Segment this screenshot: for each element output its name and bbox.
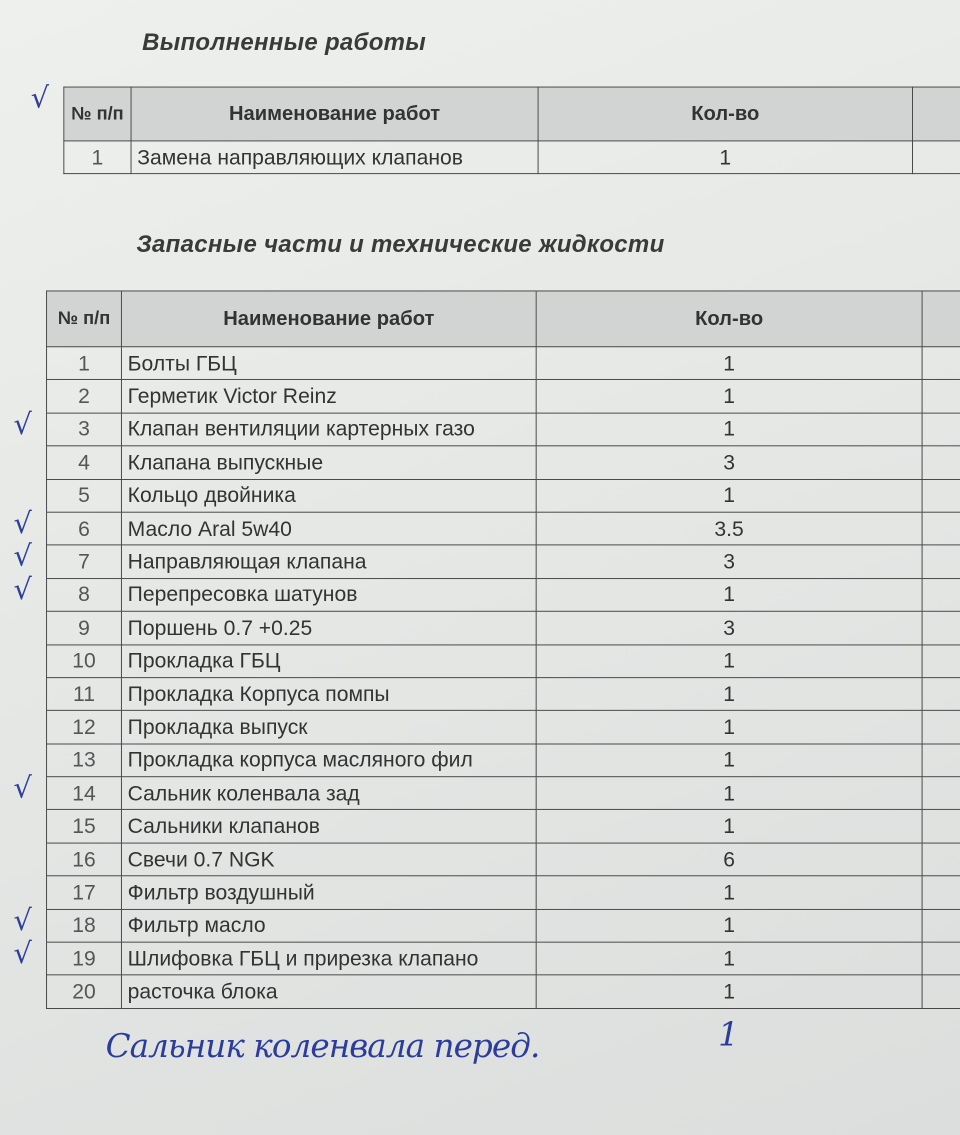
cell-name: Прокладка выпуск xyxy=(121,711,536,744)
cell-name: Замена направляющих клапанов xyxy=(131,141,538,174)
cell-name: Свечи 0.7 NGK xyxy=(121,843,536,876)
cell-name: Болты ГБЦ xyxy=(121,347,536,380)
header-name: Наименование работ xyxy=(131,87,538,141)
cell-qty: 1 xyxy=(536,380,922,413)
table-row xyxy=(47,479,960,512)
cell-name: Шлифовка ГБЦ и прирезка клапано xyxy=(121,942,536,975)
cell-qty: 3 xyxy=(536,611,922,644)
cell-qty: 6 xyxy=(536,843,922,876)
table-row xyxy=(47,611,960,644)
cell-extra xyxy=(922,876,960,909)
cell-name: Герметик Victor Reinz xyxy=(121,380,536,413)
cell-qty: 1 xyxy=(536,678,922,711)
cell-qty: 1 xyxy=(536,479,922,512)
cell-num: 3 xyxy=(47,413,122,446)
cell-extra xyxy=(922,975,960,1008)
section-title-works: Выполненные работы xyxy=(142,28,427,56)
cell-name: расточка блока xyxy=(121,975,536,1008)
cell-qty: 1 xyxy=(536,744,922,777)
cell-num: 13 xyxy=(47,744,122,777)
check-mark: √ xyxy=(13,771,32,806)
cell-num: 6 xyxy=(47,512,122,545)
table-row xyxy=(47,578,960,611)
check-mark: √ xyxy=(13,539,32,574)
table-row xyxy=(47,777,960,810)
cell-num: 1 xyxy=(47,347,122,380)
cell-num: 12 xyxy=(47,711,122,744)
check-mark: √ xyxy=(13,573,32,607)
cell-num: 2 xyxy=(47,380,122,413)
table-row xyxy=(47,975,960,1008)
table-row xyxy=(47,512,960,545)
cell-extra xyxy=(922,678,960,711)
cell-name: Кольцо двойника xyxy=(121,479,536,512)
cell-num: 14 xyxy=(47,777,122,810)
cell-name: Масло Aral 5w40 xyxy=(121,512,536,545)
check-mark: √ xyxy=(30,81,50,116)
header-num: № п/п xyxy=(47,291,122,347)
cell-num: 5 xyxy=(47,479,122,512)
cell-num: 19 xyxy=(47,942,122,975)
cell-num: 20 xyxy=(47,975,122,1008)
cell-name: Сальники клапанов xyxy=(121,810,536,843)
cell-num: 8 xyxy=(47,578,122,611)
cell-extra xyxy=(922,711,960,744)
cell-qty: 3 xyxy=(536,446,922,479)
header-qty: Кол-во xyxy=(538,87,912,141)
check-mark: √ xyxy=(13,407,32,442)
cell-extra xyxy=(922,446,960,479)
cell-qty: 1 xyxy=(536,909,922,942)
cell-qty: 1 xyxy=(536,711,922,744)
cell-name: Перепресовка шатунов xyxy=(121,578,536,611)
parts-table-header xyxy=(47,291,960,347)
check-mark: √ xyxy=(13,936,32,971)
cell-extra xyxy=(922,843,960,876)
table-row xyxy=(47,545,960,578)
cell-qty: 3.5 xyxy=(536,512,922,545)
header-qty: Кол-во xyxy=(536,291,922,347)
cell-extra xyxy=(922,611,960,644)
cell-name: Направляющая клапана xyxy=(121,545,536,578)
header-extra xyxy=(922,291,960,347)
cell-qty: 3 xyxy=(536,545,922,578)
cell-qty: 1 xyxy=(536,942,922,975)
cell-qty: 1 xyxy=(536,876,922,909)
handwritten-qty: 1 xyxy=(718,1015,738,1055)
cell-num: 4 xyxy=(47,446,122,479)
table-row xyxy=(47,744,960,777)
section-title-parts: Запасные части и технические жидкости xyxy=(136,230,665,258)
cell-qty: 1 xyxy=(536,578,922,611)
cell-qty: 1 xyxy=(536,810,922,843)
cell-extra xyxy=(922,380,960,413)
check-mark: √ xyxy=(13,904,32,938)
cell-extra xyxy=(922,512,960,545)
table-row xyxy=(47,644,960,677)
table-row xyxy=(47,678,960,711)
cell-name: Прокладка ГБЦ xyxy=(121,644,536,677)
cell-name: Фильтр воздушный xyxy=(121,876,536,909)
table-row xyxy=(47,843,960,876)
table-row xyxy=(47,810,960,843)
check-mark: √ xyxy=(13,506,32,541)
parts-table xyxy=(46,290,960,1008)
cell-name: Клапан вентиляции картерных газо xyxy=(121,413,536,446)
cell-name: Прокладка корпуса масляного фил xyxy=(121,744,536,777)
cell-qty: 1 xyxy=(538,141,912,174)
cell-qty: 1 xyxy=(536,644,922,677)
table-row xyxy=(64,141,960,174)
header-num: № п/п xyxy=(64,87,131,141)
cell-num: 18 xyxy=(47,909,122,942)
cell-extra xyxy=(922,777,960,810)
cell-name: Сальник коленвала зад xyxy=(121,777,536,810)
cell-extra xyxy=(912,141,960,174)
cell-qty: 1 xyxy=(536,777,922,810)
cell-qty: 1 xyxy=(536,413,922,446)
cell-num: 1 xyxy=(64,141,131,174)
cell-extra xyxy=(922,909,960,942)
works-table-header xyxy=(64,87,960,141)
cell-name: Прокладка Корпуса помпы xyxy=(121,678,536,711)
table-row xyxy=(47,413,960,446)
table-row xyxy=(47,942,960,975)
cell-extra xyxy=(922,545,960,578)
table-row xyxy=(47,876,960,909)
cell-extra xyxy=(922,942,960,975)
cell-num: 9 xyxy=(47,611,122,644)
cell-qty: 1 xyxy=(536,975,922,1008)
works-table xyxy=(63,87,960,175)
table-row xyxy=(47,380,960,413)
cell-extra xyxy=(922,347,960,380)
table-row xyxy=(47,711,960,744)
cell-extra xyxy=(922,810,960,843)
cell-name: Поршень 0.7 +0.25 xyxy=(121,611,536,644)
cell-num: 10 xyxy=(47,644,122,677)
cell-extra xyxy=(922,479,960,512)
header-extra xyxy=(912,87,960,141)
cell-name: Клапана выпускные xyxy=(121,446,536,479)
cell-num: 15 xyxy=(47,810,122,843)
table-row xyxy=(47,347,960,380)
table-row xyxy=(47,909,960,942)
cell-qty: 1 xyxy=(536,347,922,380)
handwritten-item: Сальник коленвала перед. xyxy=(105,1027,540,1066)
cell-extra xyxy=(922,744,960,777)
cell-num: 17 xyxy=(47,876,122,909)
cell-name: Фильтр масло xyxy=(121,909,536,942)
cell-num: 7 xyxy=(47,545,122,578)
cell-extra xyxy=(922,644,960,677)
header-name: Наименование работ xyxy=(121,291,536,347)
cell-extra xyxy=(922,578,960,611)
cell-num: 16 xyxy=(47,843,122,876)
table-row xyxy=(47,446,960,479)
cell-num: 11 xyxy=(47,678,122,711)
cell-extra xyxy=(922,413,960,446)
